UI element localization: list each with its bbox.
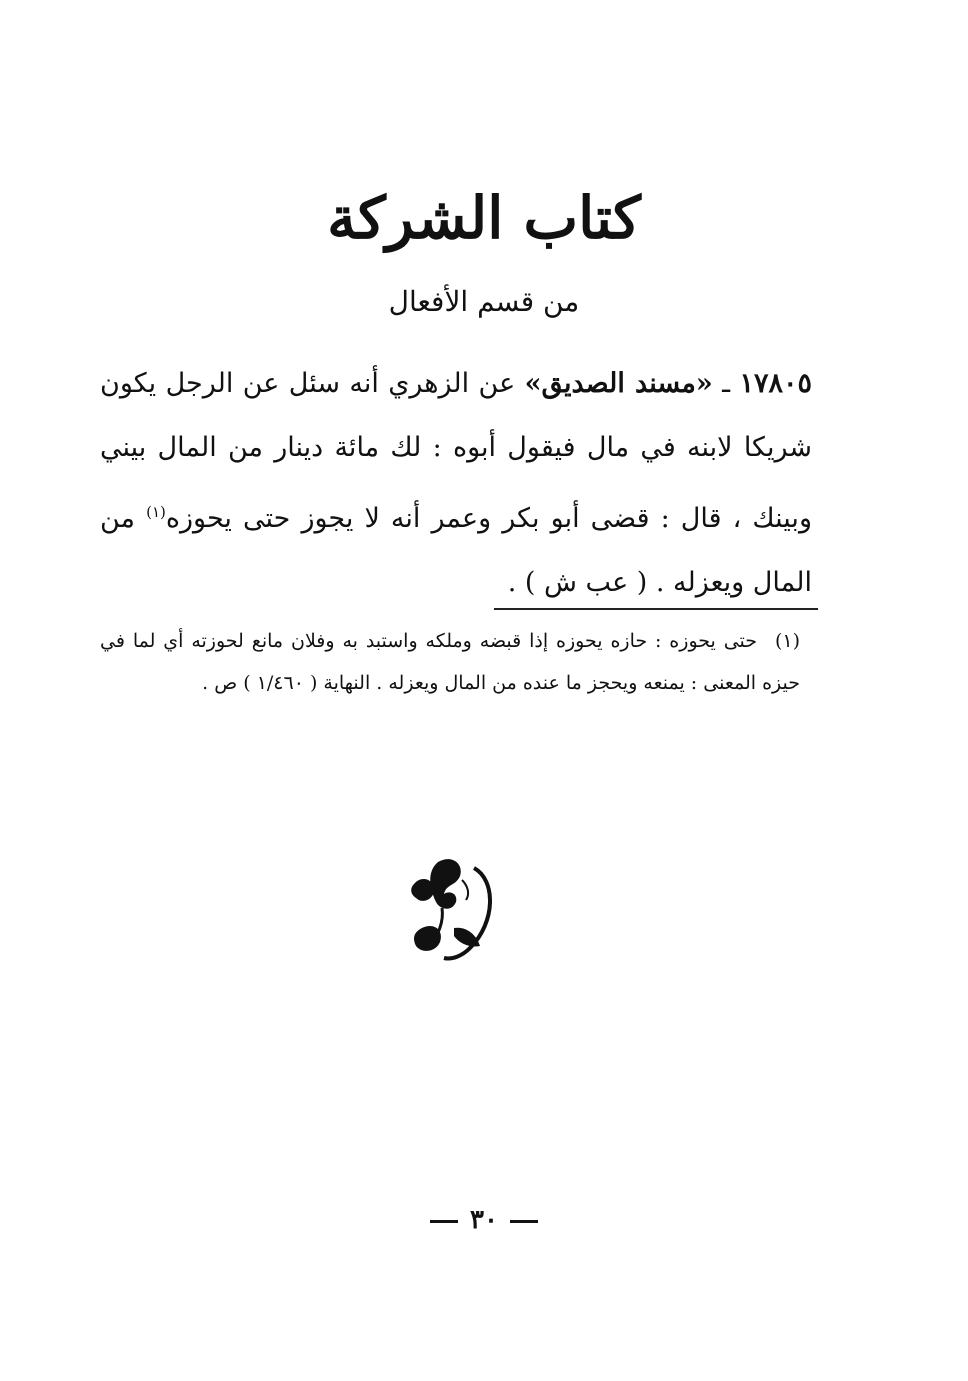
right-dash <box>430 1220 458 1223</box>
hadith-source: «مسند الصديق» <box>524 368 713 399</box>
left-dash <box>510 1220 538 1223</box>
hadith-text-part2: من المال ويعزله . ( عب ش ) . <box>100 503 812 598</box>
section-subtitle: من قسم الأفعال <box>388 285 580 318</box>
hadith-text-part1: عن الزهري أنه سئل عن الرجل يكون شريكا لابنه في مال فيقول أبوه : لك مائة دينار من المال بيني وبينك ، قال : قضى أبو بكر وعمر أنه لا يجوز حتى يحوزه <box>100 368 812 534</box>
footnote-text: حتى يحوزه : حازه يحوزه إذا قبضه وملكه واستبد به وفلان مانع لحوزته أي لما في حيزه المعنى : يمنعه ويحجز ما عنده من المال ويعزله . النهاية ( ١/٤٦٠ ) ص . <box>100 630 800 694</box>
footnote-reference: (١) <box>146 503 166 521</box>
book-title: كتاب الشركة <box>327 184 641 252</box>
hadith-paragraph <box>100 352 812 615</box>
hadith-number: ١٧٨٠٥ <box>739 368 812 399</box>
footnote <box>100 620 800 704</box>
page-number-value: ٣٠ <box>470 1205 498 1235</box>
footnote-divider <box>494 608 818 610</box>
hadith-separator: ـ <box>722 368 731 399</box>
floral-ornament-icon <box>404 850 504 970</box>
page-number <box>0 1200 968 1240</box>
footnote-number: (١) <box>774 630 800 652</box>
